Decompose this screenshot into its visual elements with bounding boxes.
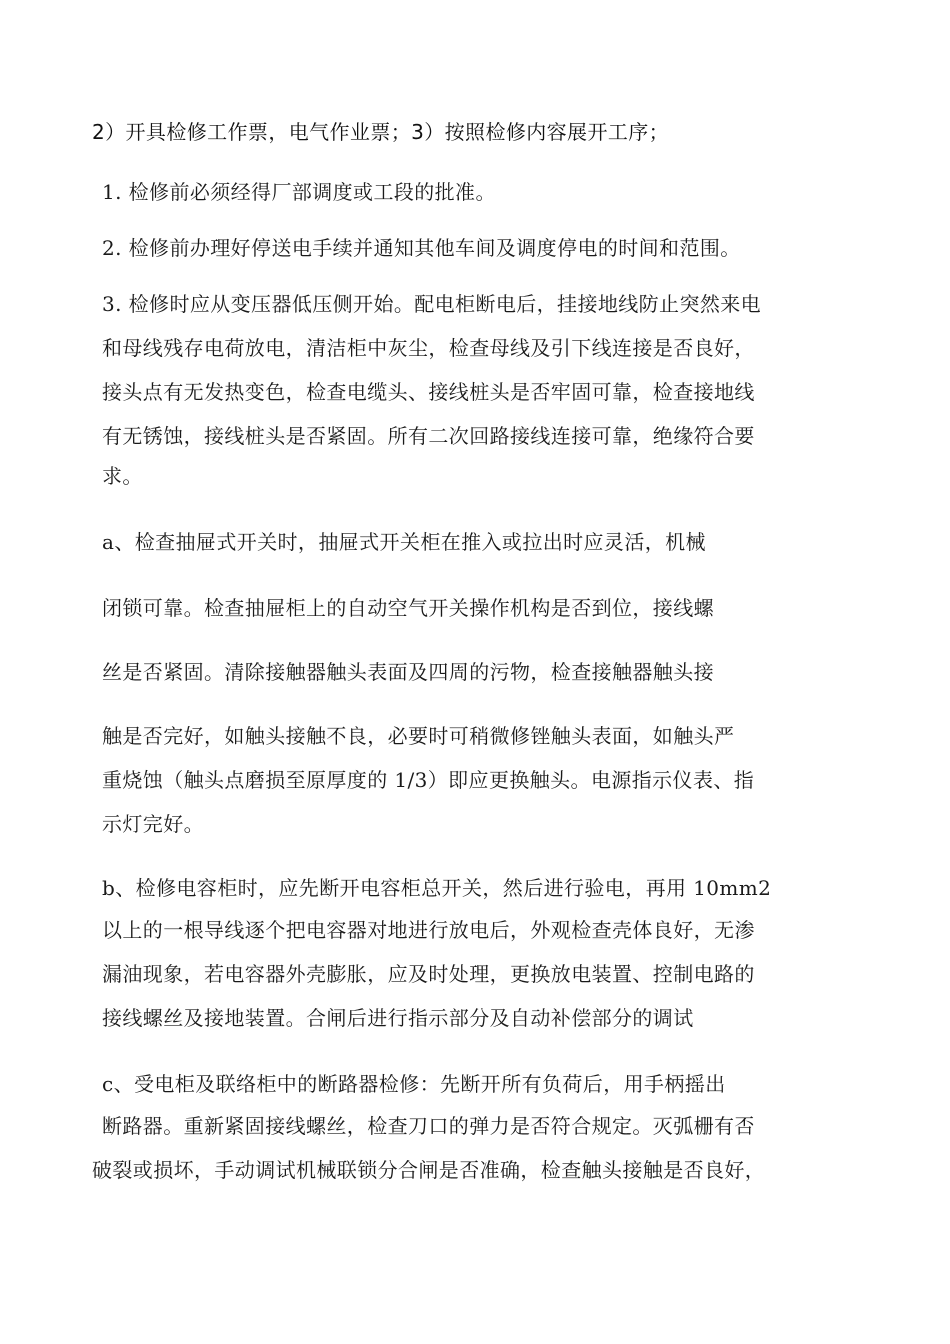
- text-line: 1. 检修前必须经得厂部调度或工段的批准。: [102, 180, 496, 204]
- text-line: 有无锈蚀，接线桩头是否紧固。所有二次回路接线连接可靠，绝缘符合要: [102, 424, 755, 448]
- text-line: 示灯完好。: [102, 812, 204, 836]
- text-line: 2）开具检修工作票，电气作业票；3）按照检修内容展开工序；: [92, 120, 670, 144]
- text-line: 3. 检修时应从变压器低压侧开始。配电柜断电后，挂接地线防止突然来电: [102, 292, 762, 316]
- text-line: 漏油现象，若电容器外壳膨胀，应及时处理，更换放电装置、控制电路的: [102, 962, 755, 986]
- text-line: 破裂或损坏，手动调试机械联锁分合闸是否准确，检查触头接触是否良好，: [92, 1158, 766, 1182]
- text-line: b、检修电容柜时，应先断开电容柜总开关，然后进行验电，再用 10mm2: [102, 876, 772, 900]
- text-line: 接线螺丝及接地装置。合闸后进行指示部分及自动补偿部分的调试: [102, 1006, 694, 1030]
- text-line: 丝是否紧固。清除接触器触头表面及四周的污物，检查接触器触头接: [102, 660, 714, 684]
- text-line: 断路器。重新紧固接线螺丝，检查刀口的弹力是否符合规定。灭弧栅有否: [102, 1114, 755, 1138]
- text-line: 接头点有无发热变色，检查电缆头、接线桩头是否牢固可靠，检查接地线: [102, 380, 755, 404]
- text-line: c、受电柜及联络柜中的断路器检修：先断开所有负荷后，用手柄摇出: [102, 1072, 726, 1096]
- text-line: 求。: [102, 464, 143, 488]
- text-line: 闭锁可靠。检查抽屉柜上的自动空气开关操作机构是否到位，接线螺: [102, 596, 714, 620]
- text-line: 触是否完好，如触头接触不良，必要时可稍微修锉触头表面，如触头严: [102, 724, 735, 748]
- text-line: 2. 检修前办理好停送电手续并通知其他车间及调度停电的时间和范围。: [102, 236, 741, 260]
- text-line: 以上的一根导线逐个把电容器对地进行放电后，外观检查壳体良好，无渗: [102, 918, 755, 942]
- text-line: a、检查抽屉式开关时，抽屉式开关柜在推入或拉出时应灵活，机械: [102, 530, 706, 554]
- text-line: 和母线残存电荷放电，清洁柜中灰尘，检查母线及引下线连接是否良好，: [102, 336, 755, 360]
- text-line: 重烧蚀（触头点磨损至原厚度的 1/3）即应更换触头。电源指示仪表、指: [102, 768, 755, 792]
